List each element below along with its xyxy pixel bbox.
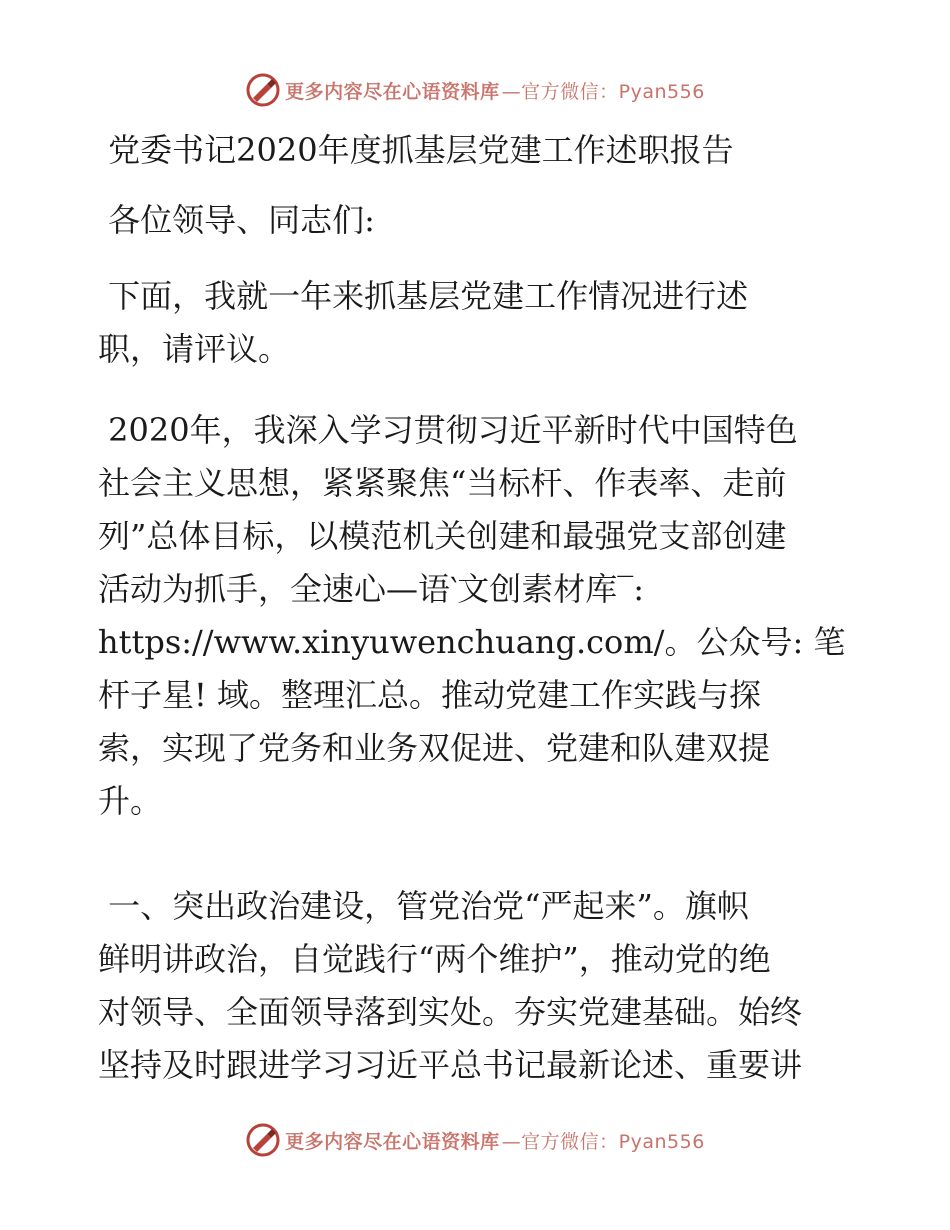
paragraph-intro: 下面，我就一年来抓基层党建工作情况进行述 职，请评议。 <box>98 277 749 368</box>
pen-logo-icon <box>245 1122 281 1158</box>
header-banner <box>0 70 950 110</box>
pen-logo-icon <box>245 72 281 108</box>
banner-wechat-text: —官方微信：Pyan556 <box>501 80 705 103</box>
footer-banner <box>0 1120 950 1160</box>
banner-wechat-text: —官方微信：Pyan556 <box>501 1130 705 1153</box>
paragraph-2020-summary: 2020年，我深入学习贯彻习近平新时代中国特色 社会主义思想，紧紧聚焦“当标杆、作表率、走前 列”总体目标，以模范机关创建和最强党支部创建 活动为抓手，全速心—语‵文创素材库‾: https://www.xinyuwenchuang.com/。公众号: 笔 杆子星! 域。整理汇总。推动党建工作实践与探 索，实现了党务和业务双促进、党建和队建双提 升。 <box>98 411 846 820</box>
greeting: 各位领导、同志们: <box>98 201 375 239</box>
banner-main-text: 更多内容尽在心语资料库 <box>285 80 500 103</box>
paragraph-section-one: 一、突出政治建设，管党治党“严起来”。旗帜 鲜明讲政治，自觉践行“两个维护”，推动党的绝 对领导、全面领导落到实处。夯实党建基础。始终 坚持及时跟进学习习近平总书记最新论述、重要讲 <box>98 887 803 1084</box>
document-title: 党委书记2020年度抓基层党建工作述职报告 <box>98 131 734 169</box>
banner-main-text: 更多内容尽在心语资料库 <box>285 1130 500 1153</box>
